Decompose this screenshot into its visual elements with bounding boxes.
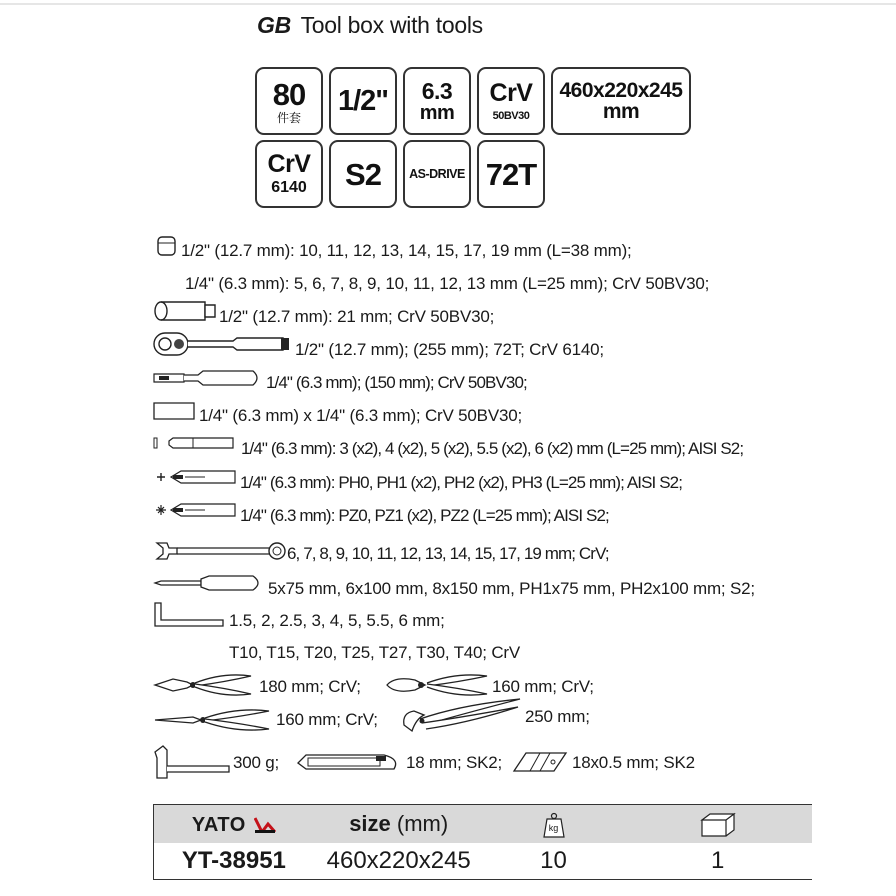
spec-drive-small-unit: mm (419, 101, 455, 124)
spec-count-unit: 件套 (276, 110, 301, 125)
size-label: size (349, 811, 391, 836)
spec-drive-small (403, 67, 471, 135)
item-long-nose-pliers: 160 mm; CrV; (276, 710, 378, 729)
spec-as-drive (403, 140, 471, 208)
long-nose-pliers-icon (153, 705, 271, 735)
spec-crv-61-value: CrV (267, 150, 311, 178)
size-header (314, 805, 484, 844)
item-flat-bits: 1/4" (6.3 mm): 3 (x2), 4 (x2), 5 (x2), 5.5 (x2), 6 (x2) mm (L=25 mm); AISI S2; (241, 439, 744, 458)
item-ratchet: 1/2" (12.7 mm); (255 mm); 72T; CrV 6140; (295, 340, 604, 359)
spec-crv-50-value: CrV (489, 78, 533, 107)
deep-socket-icon (153, 300, 217, 322)
pozidriv-bit-icon (153, 501, 239, 519)
weight-icon (543, 812, 565, 838)
socket-icon (157, 236, 177, 256)
spec-as-drive-value: AS-DRIVE (409, 166, 465, 181)
item-spanners: 6, 7, 8, 9, 10, 11, 12, 13, 14, 15, 17, 19 mm; CrV; (287, 544, 609, 563)
spec-teeth (477, 140, 545, 208)
item-torx-keys: T10, T15, T20, T25, T27, T30, T40; CrV (229, 643, 521, 662)
spec-crv-50-grade: 50BV30 (492, 109, 530, 122)
item-utility-knife: 18 mm; SK2; (406, 753, 503, 772)
spec-dimensions (551, 67, 691, 135)
screwdriver-icon (153, 573, 265, 593)
weight-icon-label: kg (548, 822, 559, 833)
item-hex-keys: 1.5, 2, 2.5, 3, 4, 5, 5.5, 6 mm; (229, 611, 445, 630)
item-bit-handle: 1/4" (6.3 mm); (150 mm); CrV 50BV30; (266, 373, 527, 392)
table-header-row (154, 805, 813, 844)
item-adapter: 1/4" (6.3 mm) x 1/4" (6.3 mm); CrV 50BV30; (199, 406, 522, 425)
spec-s2-value: S2 (345, 156, 381, 192)
product-size: 460x220x245 (314, 843, 484, 880)
item-side-cutters: 160 mm; CrV; (492, 677, 594, 696)
product-code: YT-38951 (154, 843, 314, 880)
product-table (153, 804, 812, 880)
ratchet-icon (153, 331, 291, 357)
spec-drive-main (329, 67, 397, 135)
flat-bit-icon (153, 435, 237, 451)
spec-count (255, 67, 323, 135)
hex-key-icon (153, 602, 225, 628)
item-screwdrivers: 5x75 mm, 6x100 mm, 8x150 mm, PH1x75 mm, PH2x100 mm; S2; (268, 579, 755, 598)
page-title (257, 12, 483, 39)
size-unit: (mm) (396, 811, 449, 836)
spec-count-value: 80 (272, 76, 306, 112)
spec-drive-small-value: 6.3 (421, 77, 453, 104)
title-text: Tool box with tools (300, 12, 483, 38)
language-code: GB (257, 12, 291, 38)
spec-dimensions-unit: mm (602, 100, 640, 123)
bit-handle-icon (153, 368, 263, 388)
utility-knife-icon (296, 747, 402, 773)
hammer-icon (153, 744, 231, 782)
spanner-icon (153, 540, 287, 562)
quantity-header (623, 805, 812, 844)
adapter-icon (153, 402, 195, 420)
table-row (154, 843, 813, 880)
top-divider (0, 3, 896, 5)
brand-cell (154, 805, 314, 844)
item-combination-pliers: 180 mm; CrV; (259, 677, 361, 696)
weight-header (484, 805, 624, 844)
item-deep-socket: 1/2" (12.7 mm): 21 mm; CrV 50BV30; (219, 307, 495, 326)
product-weight: 10 (484, 843, 624, 880)
item-pozidriv-bits: 1/4" (6.3 mm): PZ0, PZ1 (x2), PZ2 (L=25 mm); AISI S2; (240, 506, 609, 525)
item-sockets-quarter: 1/4" (6.3 mm): 5, 6, 7, 8, 9, 10, 11, 12, 13 mm (L=25 mm); CrV 50BV30; (185, 274, 710, 293)
spec-teeth-value: 72T (485, 156, 537, 192)
item-blades: 18x0.5 mm; SK2 (572, 753, 695, 772)
spec-dimensions-value: 460x220x245 (559, 79, 683, 102)
brand-logo-icon (254, 817, 276, 833)
phillips-bit-icon (153, 468, 239, 486)
spec-drive-main-value: 1/2" (337, 84, 389, 117)
item-phillips-bits: 1/4" (6.3 mm): PH0, PH1 (x2), PH2 (x2), PH3 (L=25 mm); AISI S2; (240, 473, 683, 492)
spec-s2 (329, 140, 397, 208)
item-hammer: 300 g; (233, 753, 280, 772)
blade-icon (512, 751, 568, 773)
water-pump-pliers-icon (400, 695, 522, 735)
item-water-pump-pliers: 250 mm; (525, 707, 590, 726)
item-sockets-half: 1/2" (12.7 mm): 10, 11, 12, 13, 14, 15, 17, 19 mm (L=38 mm); (181, 241, 632, 260)
spec-crv-61-grade: 6140 (271, 179, 307, 196)
spec-crv-50bv30 (477, 67, 545, 135)
combination-pliers-icon (153, 670, 253, 700)
product-quantity: 1 (623, 843, 812, 880)
box-icon (700, 812, 736, 838)
brand-name: YATO (191, 814, 246, 836)
spec-crv-6140 (255, 140, 323, 208)
